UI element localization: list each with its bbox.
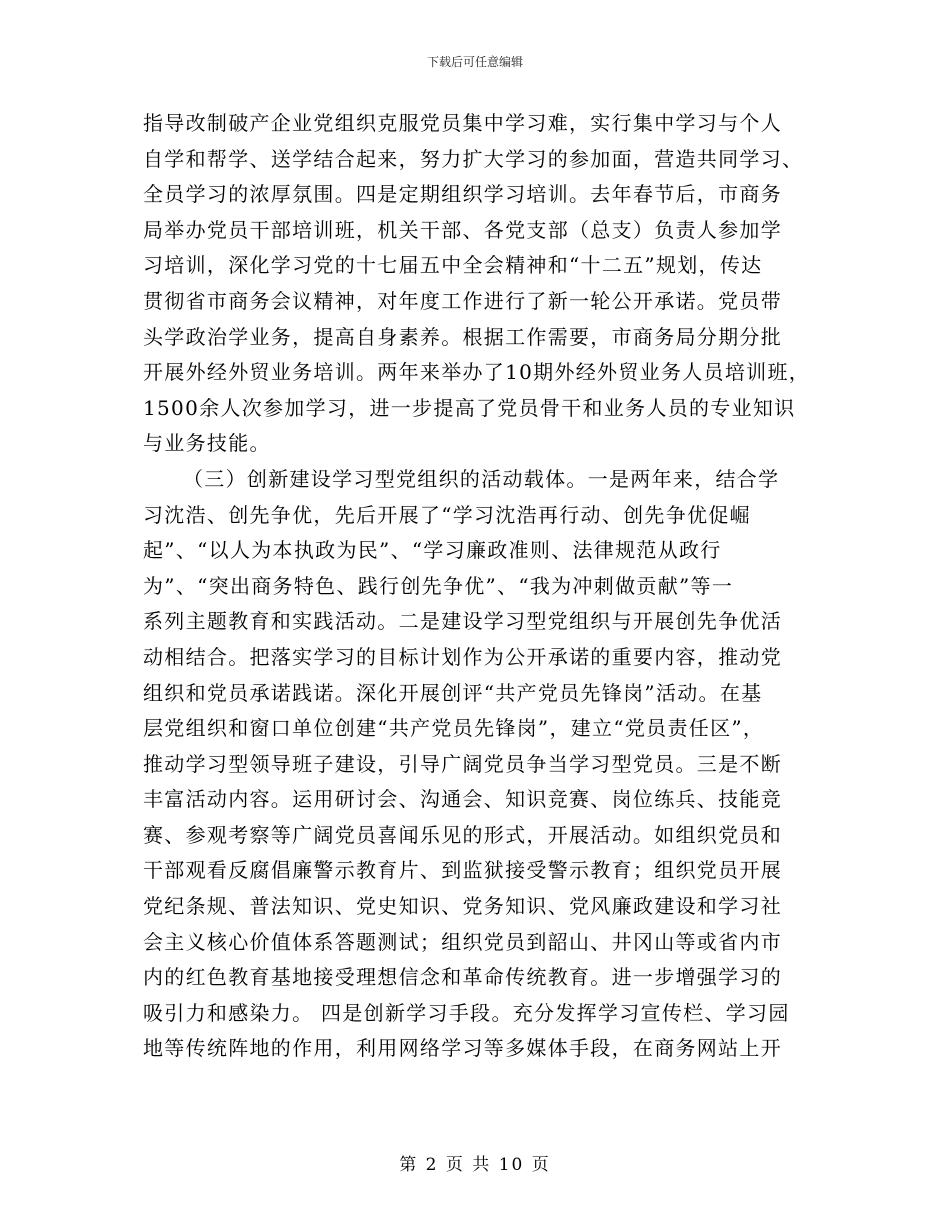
body-line: 组织和党员承诺践诺。深化开展创评“共产党员先锋岗”活动。在基: [143, 680, 763, 705]
body-line: 动相结合。把落实学习的目标计划作为公开承诺的重要内容，推动党: [143, 644, 782, 669]
body-line: 党纪条规、普法知识、党史知识、党务知识、党风廉政建设和学习社: [143, 894, 782, 919]
body-line: 全员学习的浓厚氛围。四是定期组织学习培训。去年春节后，市商务: [143, 182, 782, 207]
body-line: 与业务技能。: [143, 431, 271, 456]
body-line: 贯彻省市商务会议精神，对年度工作进行了新一轮公开承诺。党员带: [143, 288, 782, 313]
body-line: 丰富活动内容。运用研讨会、沟通会、知识竞赛、岗位练兵、技能竞: [143, 787, 782, 812]
body-line: 1500余人次参加学习，进一步提高了党员骨干和业务人员的专业知识: [143, 395, 796, 420]
body-line: 起”、“以人为本执政为民”、“学习廉政准则、法律规范从政行: [143, 538, 722, 563]
body-line: 习沈浩、创先争优，先后开展了“学习沈浩再行动、创先争优促崛: [143, 502, 751, 527]
body-line: 内的红色教育基地接受理想信念和革命传统教育。进一步增强学习的: [143, 965, 782, 990]
body-line: 为”、“突出商务特色、践行创先争优”、“我为冲刺做贡献”等一: [143, 573, 734, 598]
body-line: 指导改制破产企业党组织克服党员集中学习难，实行集中学习与个人: [143, 111, 782, 135]
body-line: 会主义核心价值体系答题测试；组织党员到韶山、井冈山等或省内市: [143, 929, 782, 954]
body-line: 习培训，深化学习党的十七届五中全会精神和“十二五”规划，传达: [143, 253, 763, 278]
page-number-footer: 第 2 页 共 10 页: [399, 1155, 551, 1175]
body-line: 层党组织和窗口单位创建“共产党员先锋岗”，建立“党员责任区”，: [143, 716, 765, 741]
body-line: 地等传统阵地的作用，利用网络学习等多媒体手段，在商务网站上开: [143, 1036, 782, 1061]
body-text: [143, 106, 813, 1067]
paragraph-start-line: （三）创新建设学习型党组织的活动载体。一是两年来，结合学: [183, 466, 780, 491]
body-line: 自学和帮学、送学结合起来，努力扩大学习的参加面，营造共同学习、: [143, 146, 804, 171]
body-line: 开展外经外贸业务培训。两年来举办了10期外经外贸业务人员培训班，: [143, 360, 811, 385]
body-line: 局举办党员干部培训班，机关干部、各党支部（总支）负责人参加学: [143, 217, 782, 242]
page-header-note: 下载后可任意编辑: [426, 55, 523, 69]
body-line: 干部观看反腐倡廉警示教育片、到监狱接受警示教育；组织党员开展: [143, 858, 782, 883]
body-line: 赛、参观考察等广阔党员喜闻乐见的形式，开展活动。如组织党员和: [143, 822, 782, 847]
body-line: 头学政治学业务，提高自身素养。根据工作需要，市商务局分期分批: [143, 324, 782, 349]
body-line: 系列主题教育和实践活动。二是建设学习型党组织与开展创先争优活: [143, 609, 782, 634]
body-line: 吸引力和感染力。 四是创新学习手段。充分发挥学习宣传栏、学习园: [143, 1000, 790, 1025]
body-line: 推动学习型领导班子建设，引导广阔党员争当学习型党员。三是不断: [143, 751, 782, 776]
